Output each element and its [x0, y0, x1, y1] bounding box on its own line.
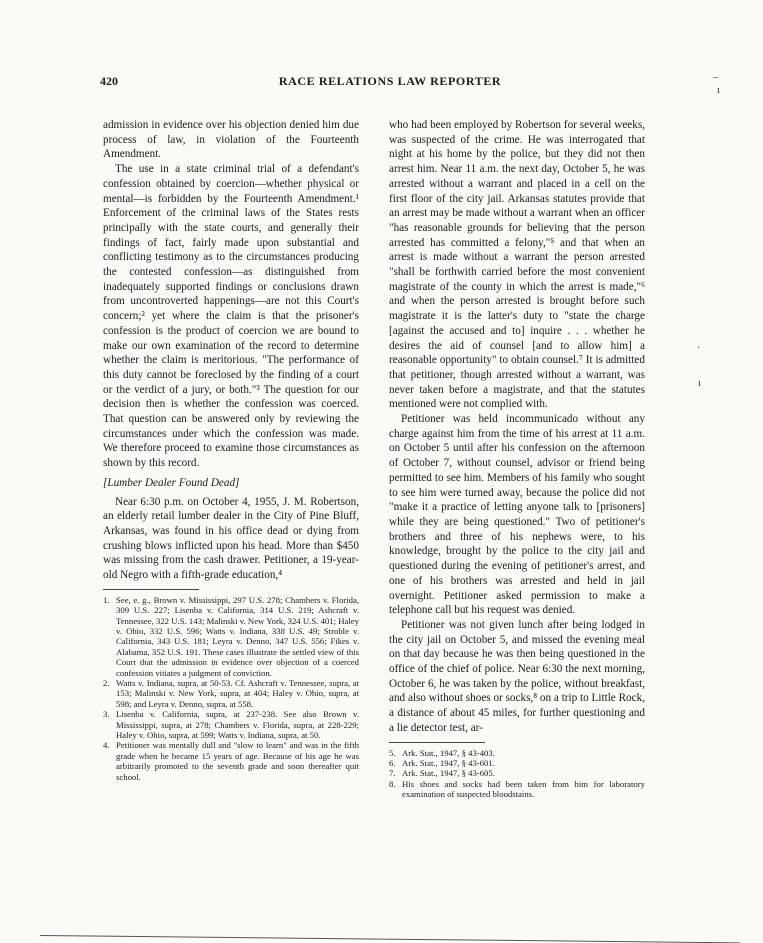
footnote-number: 1.	[103, 594, 110, 605]
footnote-text: Ark. Stat., 1947, § 43-605.	[402, 768, 495, 779]
footnote	[103, 740, 359, 782]
footnote-number: 8.	[389, 778, 396, 789]
footnote-number: 4.	[103, 740, 110, 751]
footnote-number: 2.	[103, 678, 110, 689]
body-paragraph: Near 6:30 p.m. on October 4, 1955, J. M. Robertson, an elderly retail lumber dealer in the City of Pine Bluff, Arkansas, was found in his office dead or dying from crushing blows inflicted upon his head. More than $450 was missing from the cash drawer. Petitioner, a 19-year-old Negro with a fifth-grade education,⁴	[103, 495, 359, 582]
footnote	[389, 748, 645, 758]
footnote-text: Lisenba v. California, supra, at 237-238. See also Brown v. Mississippi, supra, at 278; Chambers v. Florida, supra, at 228-229; Haley v. Ohio, supra, at 599; Watts v. Indiana, supra, at 50.	[116, 709, 359, 741]
footnote	[103, 709, 359, 740]
footnote-text: Ark. Stat., 1947, § 43-601.	[402, 757, 495, 768]
footnote-number: 5.	[389, 747, 396, 758]
footnote-text: His shoes and socks had been taken from him for laboratory examination of suspected bloodstains.	[402, 778, 645, 800]
body-paragraph: Petitioner was not given lunch after being lodged in the city jail on October 5, and missed the evening meal on that day because he was then being questioned in the office of the chief of police. Near 6:30 the next morning, October 6, he was taken by the police, without breakfast, and also without shoes or socks,⁸ on a trip to Little Rock, a distance of about 45 miles, for further questioning and a lie detector test, ar-	[389, 618, 645, 734]
footnote-text: Ark. Stat., 1947, § 43-403.	[402, 747, 495, 758]
footnote-number: 3.	[103, 709, 110, 720]
footnote-number: 6.	[389, 757, 396, 768]
footnote-text: See, e. g., Brown v. Mississippi, 297 U.S. 278; Chambers v. Florida, 309 U.S. 227; Lisenba v. California, 314 U.S. 219; Ashcraft v. Tennessee, 322 U.S. 143; Malinski v. New York, 324 U.S. 401; Haley v. Ohio, 332 U.S. 596; Watts v. Indiana, 338 U.S. 49; Stroble v. California, 343 U.S. 181; Leyra v. Denno, 347 U.S. 556; Fikes v. Alabama, 352 U.S. 191. These cases illustrate the settled view of this Court that the admission in evidence over objection of a coerced confession vitiates a judgment of conviction.	[116, 594, 359, 678]
running-head: RACE RELATIONS LAW REPORTER	[278, 74, 502, 88]
margin-mark: ı	[717, 85, 720, 96]
footnotes-right	[389, 748, 645, 800]
page-header	[100, 74, 680, 92]
section-heading: [Lumber Dealer Found Dead]	[103, 476, 240, 489]
footnote-rule	[103, 589, 199, 590]
scan-edge-line	[40, 935, 740, 943]
left-column	[103, 118, 359, 782]
footnote	[389, 758, 645, 768]
footnote	[103, 595, 359, 678]
footnote-text: Watts v. Indiana, supra, at 50-53. Cf. Ashcraft v. Tennessee, supra, at 153; Malinski v. New York, supra, at 404; Haley v. Ohio, supra, at 598; and Leyra v. Denno, supra, at 558.	[116, 678, 359, 709]
margin-mark: ı	[698, 378, 701, 389]
margin-mark: –	[713, 72, 718, 83]
footnote	[103, 678, 359, 709]
right-column	[389, 118, 645, 800]
body-paragraph: who had been employed by Robertson for several weeks, was suspected of the crime. He was interrogated that night at his home by the police, but they did not then arrest him. Near 11 a.m. the next day, October 5, he was arrested without a warrant and placed in a cell on the first floor of the city jail. Arkansas statutes provide that an arrest may be made without a warrant when an officer "has reasonable grounds for believing that the person arrested has committed a felony,"⁵ and that when an arrest is made without a warrant the person arrested "shall be forthwith carried before the most convenient magistrate of the county in which the arrest is made,"⁶ and when the person arrested is brought before such magistrate it is the latter's duty to "state the charge [against the accused and to] inquire . . . whether he desires the aid of counsel [and to allow him] a reasonable opportunity" to obtain counsel.⁷ It is admitted that petitioner, though arrested without a warrant, was never taken before a magistrate, and that the statutes mentioned were not complied with.	[389, 119, 645, 411]
footnote-number: 7.	[389, 768, 396, 779]
body-paragraph: The use in a state criminal trial of a defendant's confession obtained by coercion—whether physical or mental—is forbidden by the Fourteenth Amendment.¹ Enforcement of the criminal laws of the States rests principally with the state courts, and generally their findings of fact, fairly made upon substantial and conflicting testimony as to the circumstances producing the contested confession—as distinguished from inadequately supported findings or conclusions drawn from uncontroverted happenings—are not this Court's concern;² yet where the claim is that the prisoner's confession is the product of coercion we are bound to make our own examination of the record to determine whether the claim is meritorious. "The performance of this duty cannot be foreclosed by the finding of a court or the verdict of a jury, or both."³ The question for our decision then is whether the confession was coerced. That question can be answered only by reviewing the circumstances under which the confession was made. We therefore proceed to examine those circumstances as shown by this record.	[103, 163, 359, 470]
footnotes-left	[103, 595, 359, 782]
footnote-text: Petitioner was mentally dull and "slow to learn" and was in the fifth grade when he became 15 years of age. Because of his age he was arbitrarily promoted to the seventh grade and soon thereafter quit school.	[116, 740, 359, 782]
footnote	[389, 768, 645, 778]
footnote-rule	[389, 742, 485, 743]
body-paragraph: admission in evidence over his objection denied him due process of law, in violation of the Fourteenth Amendment.	[103, 119, 359, 161]
margin-mark: ·	[697, 343, 701, 354]
body-paragraph: Petitioner was held incommunicado without any charge against him from the time of his arrest at 11 a.m. on October 5 until after his confession on the afternoon of October 7, without counsel, advisor or friend being permitted to see him. Members of his family who sought to see him were turned away, because the police did not "make it a practice of letting anyone talk to [prisoners] while they are being questioned." Two of petitioner's brothers and three of his nephews were, to his knowledge, brought by the police to the city jail and questioned during the evening of petitioner's arrest, and one of his brothers was arrested and held in jail overnight. Petitioner asked permission to make a telephone call but his request was denied.	[389, 413, 645, 617]
page-number: 420	[100, 74, 118, 88]
footnote	[389, 779, 645, 800]
